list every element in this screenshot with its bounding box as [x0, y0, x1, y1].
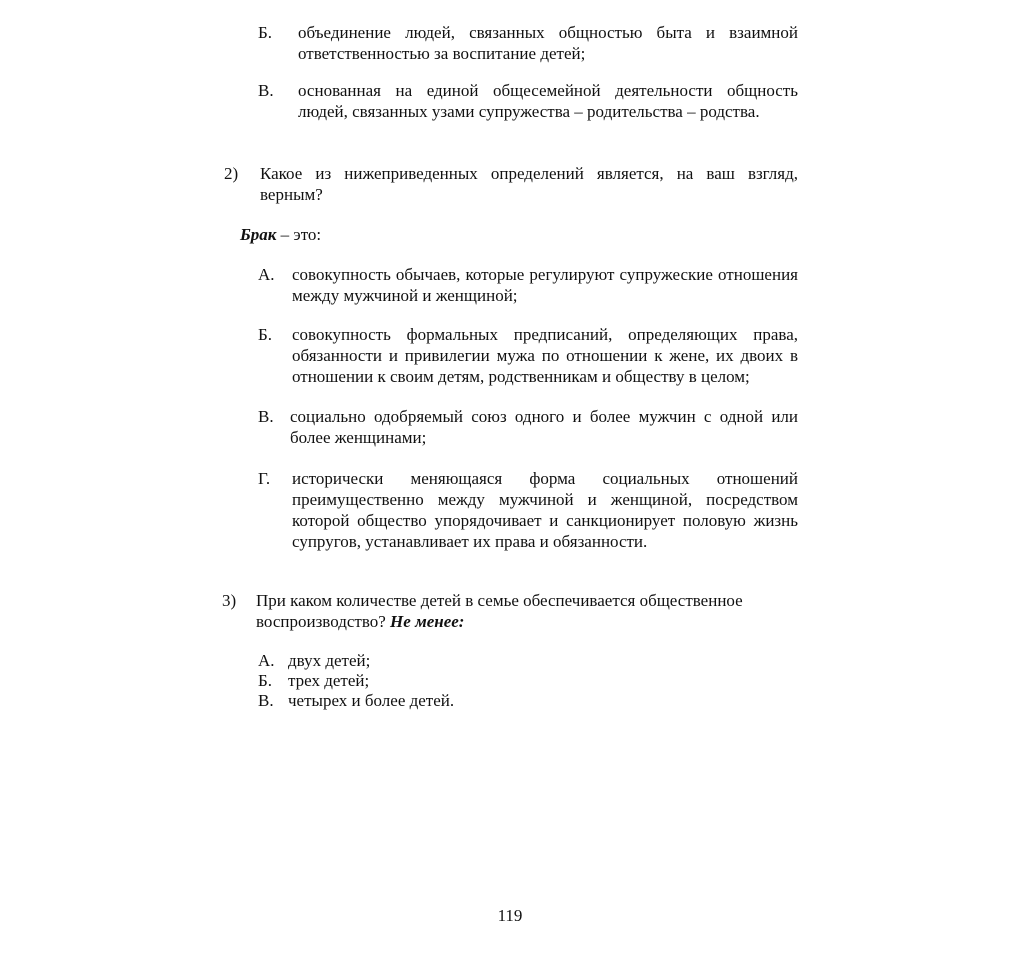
option-text: исторически меняющаяся форма социальных отношений преимущественно между мужчиной и женщиной, посредством которой общество упорядочивает и санкционирует половую жизнь супругов, устанавливает их права и обязанности.: [292, 469, 798, 551]
q2-option-b: [258, 324, 798, 387]
option-marker: А.: [258, 265, 275, 284]
option-marker: В.: [258, 407, 274, 426]
prev-option-v: [258, 80, 798, 122]
q3-option-v: [258, 690, 454, 711]
option-text: объединение людей, связанных общностью быта и взаимной ответственностью за воспитание детей;: [298, 23, 798, 63]
option-text: совокупность формальных предписаний, определяющих права, обязанности и привилегии мужа по отношении к жене, их двоих в отношении к своим детям, родственникам и обществу в целом;: [292, 325, 798, 386]
option-marker: В.: [258, 81, 274, 100]
question-2: [224, 163, 798, 205]
option-marker: А.: [258, 651, 275, 670]
option-text: совокупность обычаев, которые регулируют супружеские отношения между мужчиной и женщиной;: [292, 265, 798, 305]
question-number: 2): [224, 164, 239, 183]
question-3: [222, 590, 798, 632]
option-marker: Б.: [258, 325, 273, 344]
option-marker: Б.: [258, 23, 273, 42]
question-emphasis: Не менее:: [390, 612, 465, 631]
option-marker: Б.: [258, 671, 273, 690]
definition-lead: [240, 224, 321, 245]
definition-term: Брак: [240, 225, 277, 244]
option-marker: В.: [258, 691, 274, 710]
q2-option-v: [258, 406, 798, 448]
option-text: двух детей;: [288, 651, 371, 670]
option-text: четырех и более детей.: [288, 691, 455, 710]
option-text: социально одобряемый союз одного и более мужчин с одной или более женщинами;: [290, 407, 798, 447]
prev-option-b: [258, 22, 798, 64]
q3-option-a: [258, 650, 370, 671]
option-text: трех детей;: [288, 671, 370, 690]
q3-option-b: [258, 670, 369, 691]
q2-option-a: [258, 264, 798, 306]
q2-option-g: [258, 468, 798, 552]
option-text: основанная на единой общесемейной деятельности общность людей, связанных узами супружества – родительства – родства.: [298, 81, 798, 121]
question-number: 3): [222, 591, 237, 610]
question-text: Какое из нижеприведенных определений является, на ваш взгляд, верным?: [260, 164, 798, 204]
definition-term-suffix: – это:: [276, 225, 322, 244]
option-marker: Г.: [258, 469, 271, 488]
page-number: 119: [497, 906, 523, 925]
question-text: При каком количестве детей в семье обеспечивается общественное воспроизводство?: [256, 591, 743, 631]
